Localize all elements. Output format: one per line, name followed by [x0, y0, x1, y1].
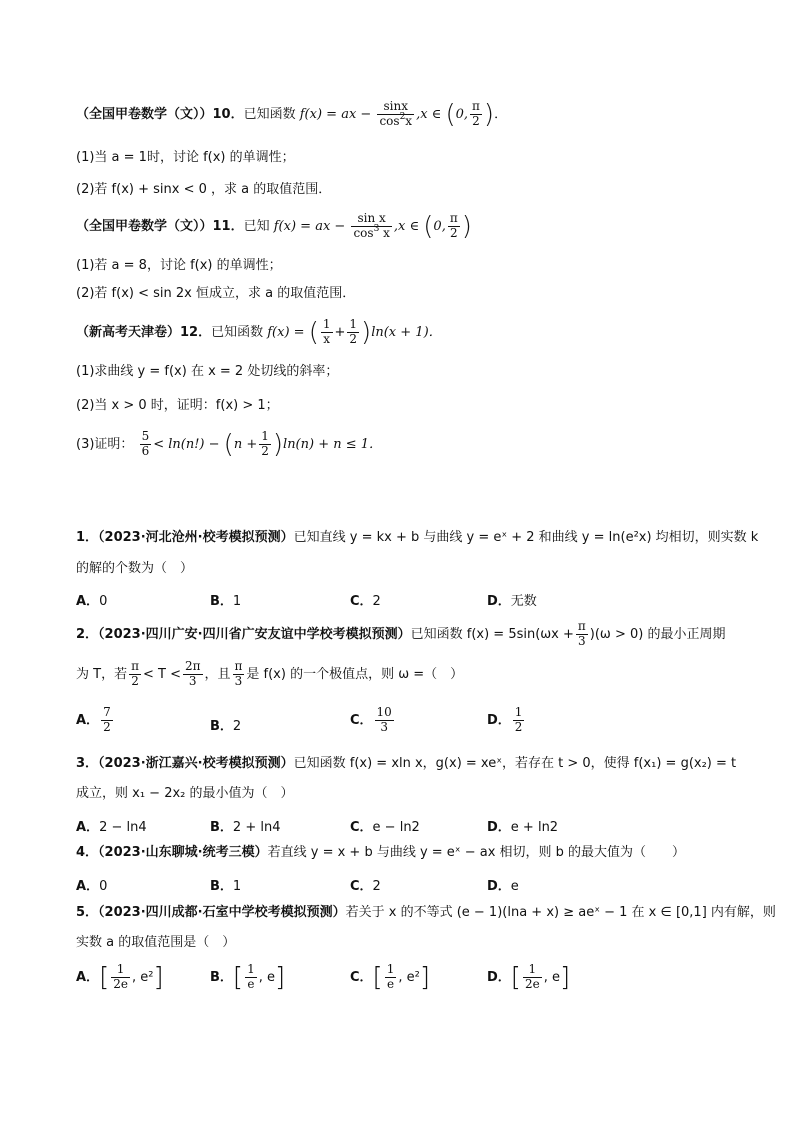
question-2-frac-b: $\frac{2\pi}{3}$ — [184, 659, 201, 688]
question-5: 5．（2023·四川成都·石室中学校考模拟预测）若关于 x 的不等式 (e − 1)(lna + x) ≥ aeˣ − 1 在 x ∈ [0,1] 内有解，则 — [76, 905, 776, 920]
question-4-option-b[interactable]: B．1 — [210, 879, 242, 894]
question-1-text: 已知直线 y = kx + b 与曲线 y = eˣ + 2 和曲线 y = ln(e²x) 均相切，则实数 k — [293, 530, 759, 545]
problem-11-part2: (2)若 f(x) < sin 2x 恒成立，求 a 的取值范围． — [76, 286, 356, 301]
question-5-option-b[interactable]: B．[ $\frac{1}{e}$ , e] — [210, 962, 286, 993]
question-2-fraction: $\frac{\pi}{3}$ — [577, 619, 586, 648]
problem-12-fraction-2: $\frac{1}{2}$ — [349, 317, 358, 346]
problem-12-fraction-1: $\frac{1}{x}$ — [322, 317, 331, 346]
problem-12-part1: (1)求曲线 y = f(x) 在 x = 2 处切线的斜率； — [76, 364, 339, 379]
question-2-option-c[interactable]: C． $\frac{10}{3}$ — [350, 705, 392, 734]
problem-10-part1: (1)当 a = 1时，讨论 f(x) 的单调性； — [76, 150, 295, 165]
problem-10-stem: 已知函数 — [243, 106, 296, 122]
question-2: 2．（2023·四川广安·四川省广安友谊中学校考模拟预测）已知函数 f(x) = 5sin(ωx + $\frac{\pi}{3}$ )(ω > 0) 的最小正周期 — [76, 619, 726, 648]
problem-12-part2: (2)当 x > 0 时，证明：f(x) > 1； — [76, 398, 279, 413]
question-5-source: （2023·四川成都·石室中学校考模拟预测） — [98, 905, 346, 920]
question-1-text-line2: 的解的个数为（ ） — [76, 561, 194, 576]
question-4: 4．（2023·山东聊城·统考三模）若直线 y = x + b 与曲线 y = eˣ − ax 相切，则 b 的最大值为（ ） — [76, 845, 686, 860]
question-2-line2: 为 T，若 $\frac{\pi}{2}$ < T < $\frac{2\pi}{3}$ ，且 $\frac{\pi}{3}$ 是 f(x) 的一个极值点，则 ω =（ ） — [76, 659, 464, 688]
question-5-option-a[interactable]: A．[ $\frac{1}{2e}$ , e²] — [76, 962, 164, 993]
problem-11-header: （全国甲卷数学（文））11．已知 f(x) = ax − $\frac{\text{sin x}}{\cos^3 x}$ ,x ∈ (0, $\frac{\pi}{2}$ ) — [76, 211, 472, 242]
question-2-source: （2023·四川广安·四川省广安友谊中学校考模拟预测） — [98, 626, 411, 642]
question-5-text-line2: 实数 a 的取值范围是（ ） — [76, 935, 236, 950]
problem-10-source: （全国甲卷数学（文））10． — [76, 106, 244, 122]
question-2-frac-a: $\frac{\pi}{2}$ — [131, 659, 139, 688]
question-1-option-d[interactable]: D．无数 — [487, 594, 537, 609]
question-3-text-line2: 成立，则 x₁ − 2x₂ 的最小值为（ ） — [76, 786, 294, 801]
problem-10-interval-fraction: $\frac{\pi}{2}$ — [472, 99, 480, 128]
problem-12-header: （新高考天津卷）12．已知函数 f(x) = ( $\frac{1}{x}$ + $\frac{1}{2}$ )ln(x + 1)． — [76, 317, 442, 348]
question-1-source: （2023·河北沧州·校考模拟预测） — [98, 530, 294, 545]
question-5-option-c[interactable]: C．[ $\frac{1}{e}$ , e²] — [350, 962, 430, 993]
question-1-option-c[interactable]: C．2 — [350, 594, 381, 609]
question-2-frac-c: $\frac{\pi}{3}$ — [234, 659, 243, 688]
problem-11-source: （全国甲卷数学（文））11． — [76, 218, 244, 234]
question-4-option-a[interactable]: A．0 — [76, 879, 108, 894]
problem-11-part1: (1)若 a = 8，讨论 f(x) 的单调性； — [76, 258, 282, 273]
problem-10-fraction: $\frac{\sin x}{\cos^2x}$ — [379, 99, 413, 128]
problem-12-part3-fraction: $\frac{5}{6}$ — [141, 429, 150, 458]
question-1-option-a[interactable]: A．0 — [76, 594, 108, 609]
question-2-option-a[interactable]: A． $\frac{7}{2}$ — [76, 705, 111, 734]
question-2-option-d[interactable]: D． $\frac{1}{2}$ — [487, 705, 523, 734]
problem-12-part3-half: $\frac{1}{2}$ — [261, 429, 269, 458]
question-3-option-d[interactable]: D．e + ln2 — [487, 820, 559, 835]
question-4-option-c[interactable]: C．2 — [350, 879, 381, 894]
question-3: 3．（2023·浙江嘉兴·校考模拟预测）已知函数 f(x) = xln x，g(x) = xeˣ，若存在 t > 0，使得 f(x₁) = g(x₂) = t — [76, 756, 737, 771]
question-3-source: （2023·浙江嘉兴·校考模拟预测） — [98, 756, 294, 771]
problem-10-header: （全国甲卷数学（文））10．已知函数 f(x) = ax − $\frac{\sin x}{\cos^2x}$ ,x ∈ (0, $\frac{\pi}{2}$ )． — [76, 99, 508, 130]
problem-11-fraction: $\frac{\text{sin x}}{\cos^3 x}$ — [353, 211, 390, 240]
problem-12-part3: (3)证明： $\frac{5}{6}$ < ln(n!) − (n + $\frac{1}{2}$ )ln(n) + n ≤ 1． — [76, 429, 383, 460]
question-2-option-b[interactable]: B．2 — [210, 719, 242, 734]
problem-10-part2: (2)若 f(x) + sinx < 0 ，求 a 的取值范围． — [76, 182, 332, 197]
problem-10-expr: f(x) = ax − — [299, 106, 372, 122]
question-3-option-b[interactable]: B．2 + ln4 — [210, 820, 281, 835]
question-4-source: （2023·山东聊城·统考三模） — [98, 845, 268, 860]
problem-12-source: （新高考天津卷）12． — [76, 324, 212, 340]
question-3-option-a[interactable]: A．2 − ln4 — [76, 820, 147, 835]
question-3-option-c[interactable]: C．e − ln2 — [350, 820, 420, 835]
question-1: 1．（2023·河北沧州·校考模拟预测）已知直线 y = kx + b 与曲线 y = eˣ + 2 和曲线 y = ln(e²x) 均相切，则实数 k — [76, 530, 759, 545]
question-5-option-d[interactable]: D．[ $\frac{1}{2e}$ , e] — [487, 962, 571, 993]
problem-11-interval-fraction: $\frac{\pi}{2}$ — [449, 211, 458, 240]
question-4-option-d[interactable]: D．e — [487, 879, 519, 894]
question-1-option-b[interactable]: B．1 — [210, 594, 242, 609]
